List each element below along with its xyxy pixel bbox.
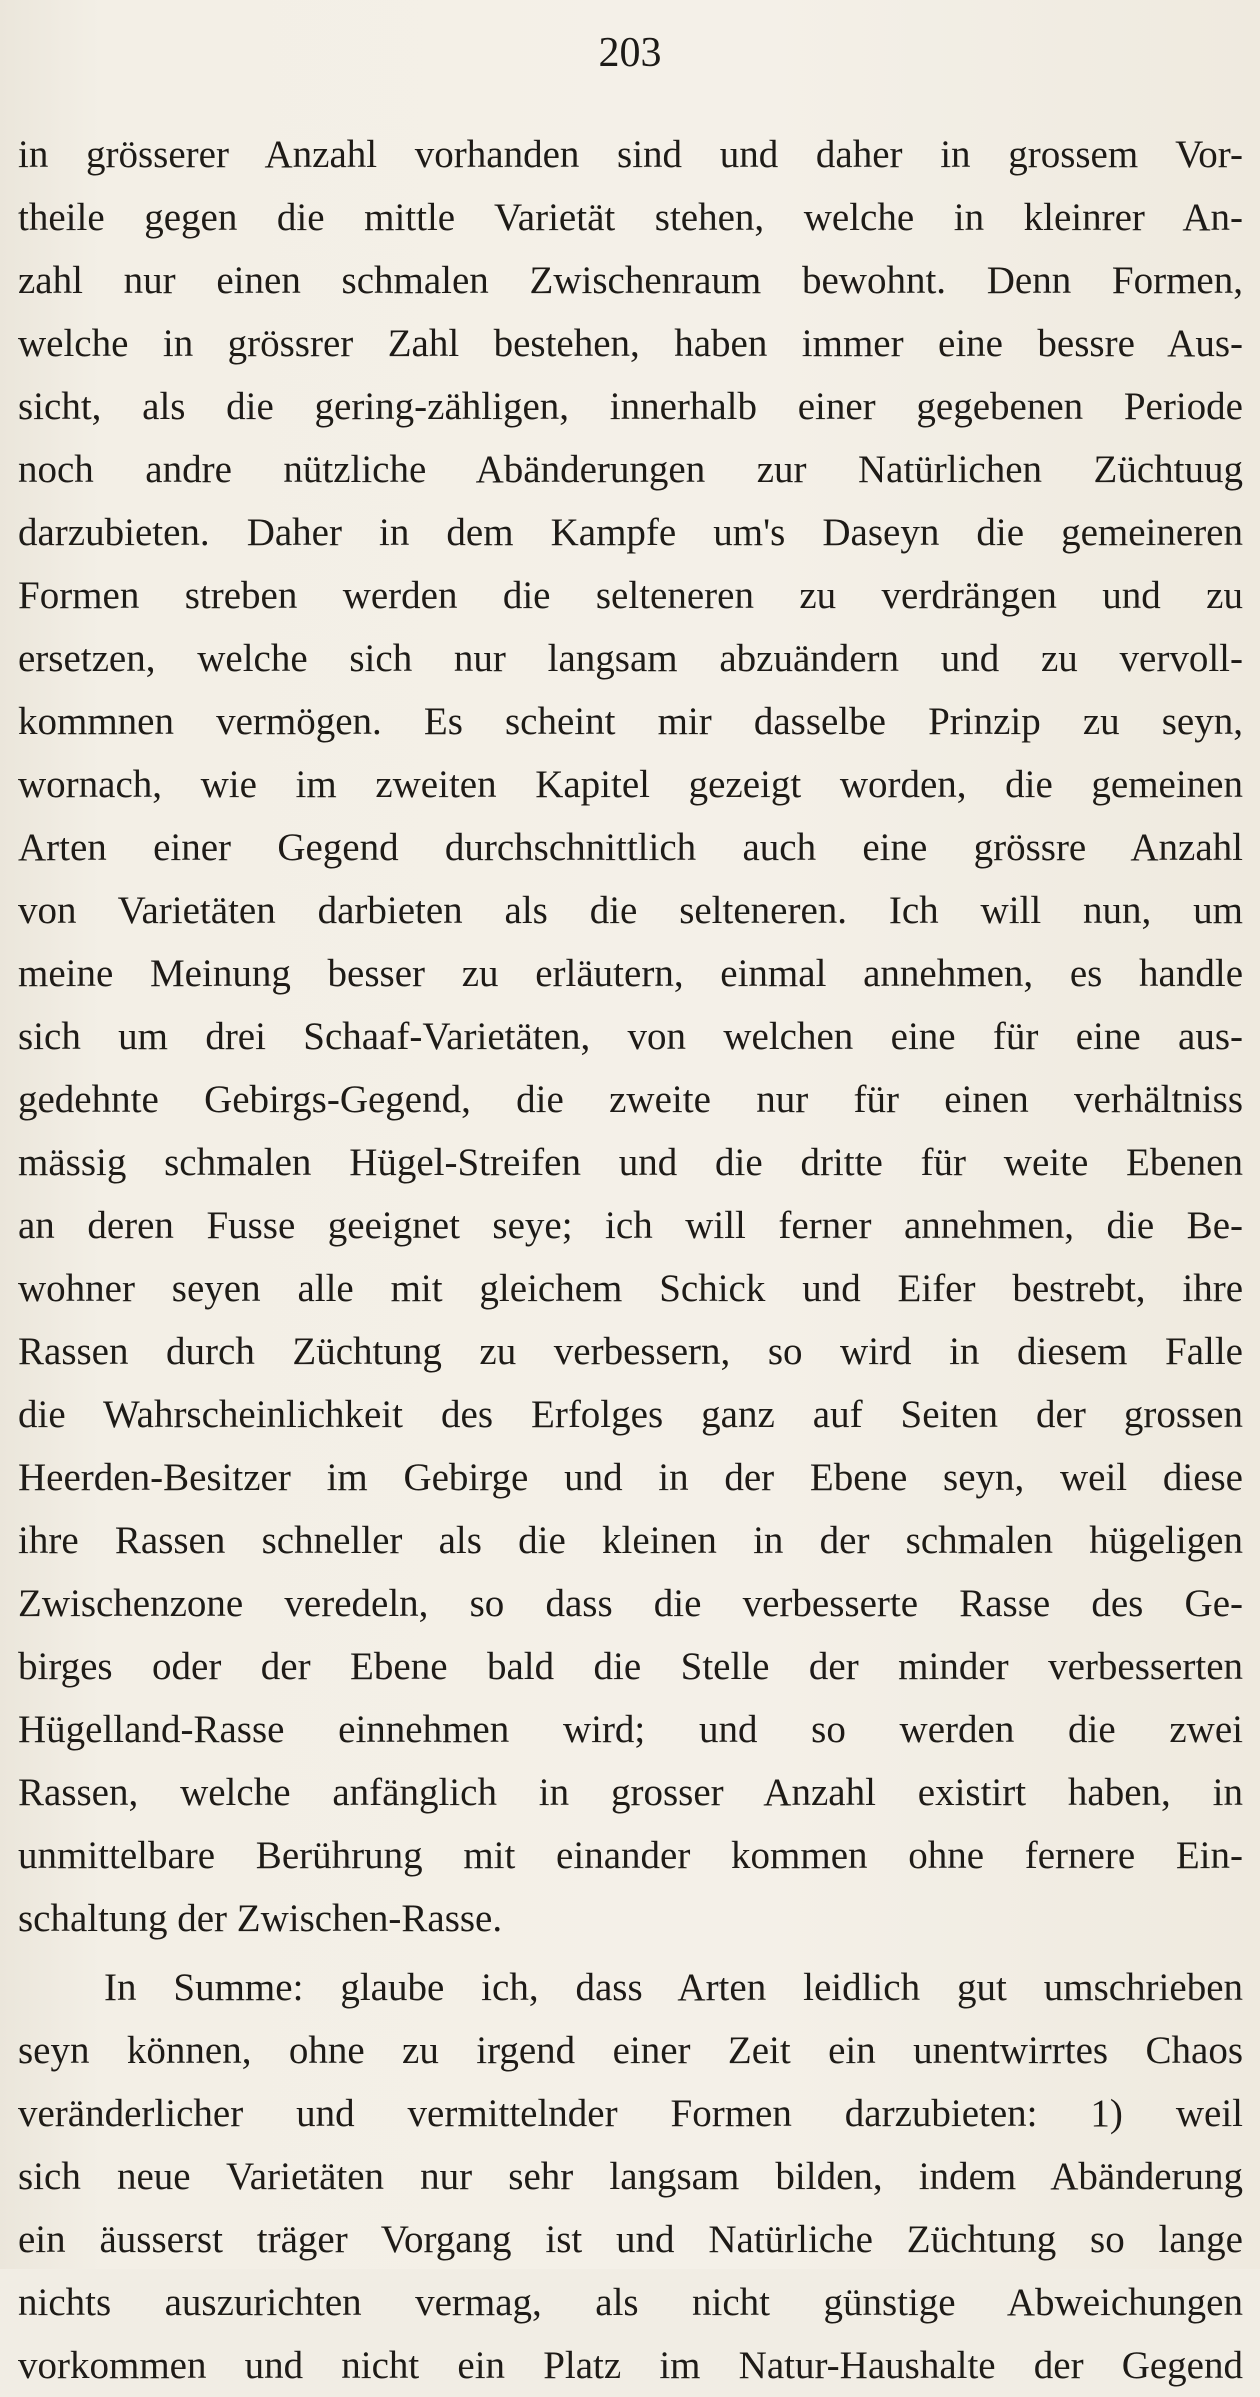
text-line: zahl nur einen schmalen Zwischenraum bewohnt. Denn Formen,	[18, 259, 1243, 302]
text-line: darzubieten. Daher in dem Kampfe um's Daseyn die gemeineren	[18, 511, 1243, 554]
text-line: sich um drei Schaaf-Varietäten, von welchen eine für eine aus-	[18, 1015, 1243, 1058]
text-line: die Wahrscheinlichkeit des Erfolges ganz auf Seiten der grossen	[18, 1393, 1243, 1436]
body-text	[18, 123, 1243, 2397]
text-line: ein äusserst träger Vorgang ist und Natürliche Züchtung so lange	[18, 2218, 1243, 2261]
page-number: 203	[598, 30, 662, 76]
text-line: birges oder der Ebene bald die Stelle der minder verbesserten	[18, 1645, 1243, 1688]
text-line: noch andre nützliche Abänderungen zur Natürlichen Züchtuug	[18, 448, 1243, 491]
text-line: veränderlicher und vermittelnder Formen darzubieten: 1) weil	[18, 2092, 1243, 2135]
text-line: seyn können, ohne zu irgend einer Zeit ein unentwirrtes Chaos	[18, 2029, 1243, 2072]
text-line: Arten einer Gegend durchschnittlich auch eine grössre Anzahl	[18, 826, 1243, 869]
text-line: an deren Fusse geeignet seye; ich will ferner annehmen, die Be-	[18, 1204, 1243, 1247]
text-line: Rassen, welche anfänglich in grosser Anzahl existirt haben, in	[18, 1771, 1243, 1814]
text-line: Rassen durch Züchtung zu verbessern, so wird in diesem Falle	[18, 1330, 1243, 1373]
text-line: welche in grössrer Zahl bestehen, haben immer eine bessre Aus-	[18, 322, 1243, 365]
text-line: vorkommen und nicht ein Platz im Natur-Haushalte der Gegend	[18, 2344, 1243, 2387]
text-line: Hügelland-Rasse einnehmen wird; und so werden die zwei	[18, 1708, 1243, 1751]
text-line: Heerden-Besitzer im Gebirge und in der Ebene seyn, weil diese	[18, 1456, 1243, 1499]
text-line: kommnen vermögen. Es scheint mir dasselbe Prinzip zu seyn,	[18, 700, 1243, 743]
text-line: theile gegen die mittle Varietät stehen, welche in kleinrer An-	[18, 196, 1243, 239]
text-line: wohner seyen alle mit gleichem Schick und Eifer bestrebt, ihre	[18, 1267, 1243, 1310]
text-line: von Varietäten darbieten als die selteneren. Ich will nun, um	[18, 889, 1243, 932]
text-line: sicht, als die gering-zähligen, innerhalb einer gegebenen Periode	[18, 385, 1243, 428]
text-line: In Summe: glaube ich, dass Arten leidlich gut umschrieben	[104, 1966, 1243, 2009]
text-line: in grösserer Anzahl vorhanden sind und daher in grossem Vor-	[18, 133, 1243, 176]
text-line: sich neue Varietäten nur sehr langsam bilden, indem Abänderung	[18, 2155, 1243, 2198]
text-line: nichts auszurichten vermag, als nicht günstige Abweichungen	[18, 2281, 1243, 2324]
text-line: ihre Rassen schneller als die kleinen in der schmalen hügeligen	[18, 1519, 1243, 1562]
text-line: unmittelbare Berührung mit einander kommen ohne fernere Ein-	[18, 1834, 1243, 1877]
text-line: schaltung der Zwischen-Rasse.	[18, 1897, 503, 1940]
text-line: Zwischenzone veredeln, so dass die verbesserte Rasse des Ge-	[18, 1582, 1243, 1625]
text-line: mässig schmalen Hügel-Streifen und die dritte für weite Ebenen	[18, 1141, 1243, 1184]
text-line: wornach, wie im zweiten Kapitel gezeigt worden, die gemeinen	[18, 763, 1243, 806]
text-line: Formen streben werden die selteneren zu verdrängen und zu	[18, 574, 1243, 617]
text-line: ersetzen, welche sich nur langsam abzuändern und zu vervoll-	[18, 637, 1243, 680]
text-line: meine Meinung besser zu erläutern, einmal annehmen, es handle	[18, 952, 1243, 995]
text-line: gedehnte Gebirgs-Gegend, die zweite nur für einen verhältniss	[18, 1078, 1243, 1121]
